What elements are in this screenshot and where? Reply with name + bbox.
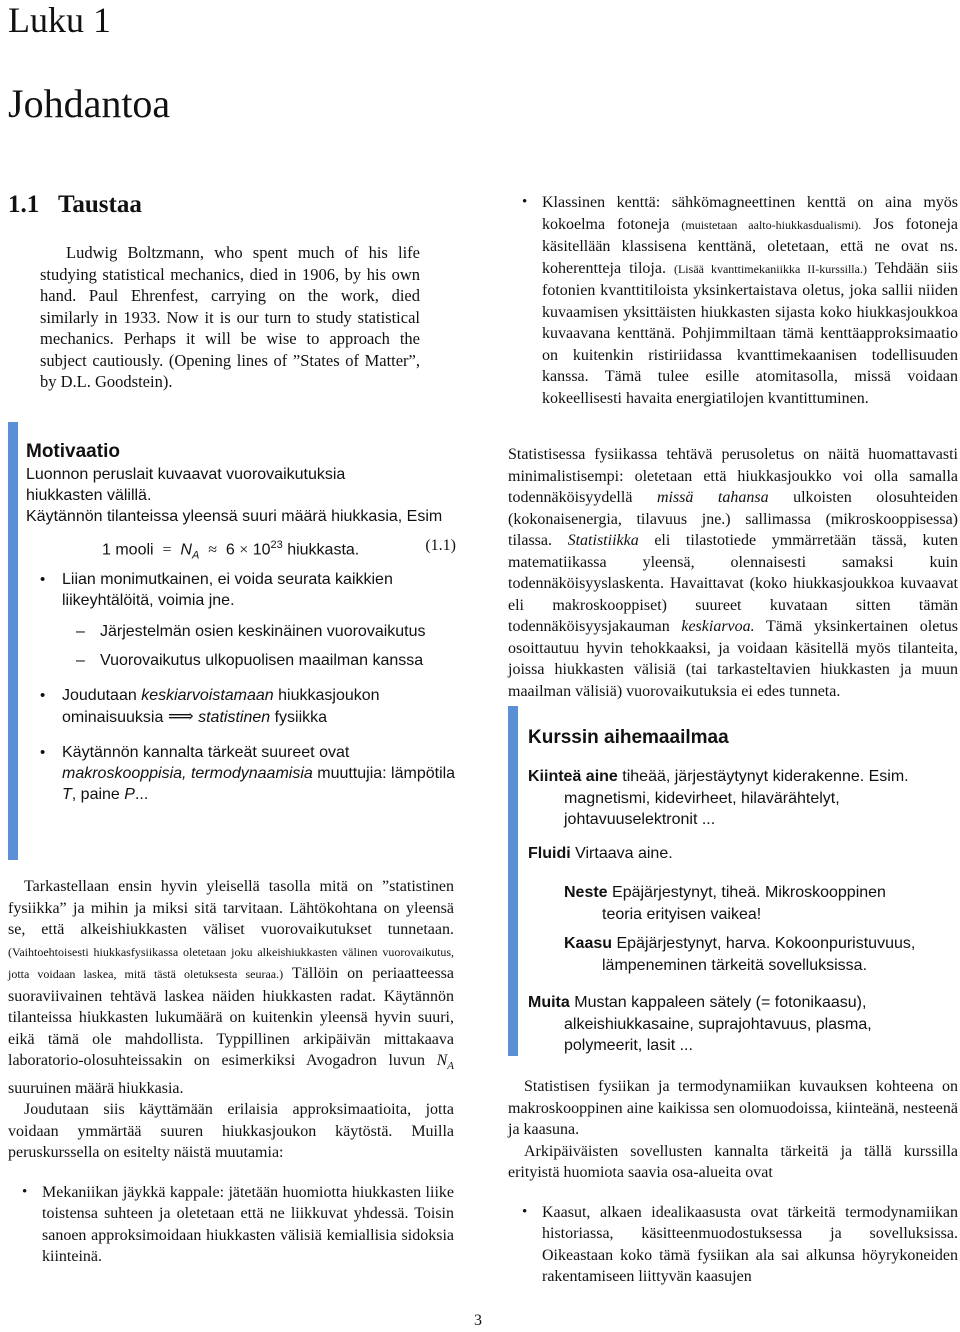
gas-text1: Epäjärjestynyt, harva. Kokoonpuristuvuus, — [616, 935, 916, 952]
b3-pre: Käytännön kannalta tärkeät suureet ovat — [62, 744, 350, 761]
rt-note2: (Lisää kvanttimekaniikka II-kurssilla.) — [673, 261, 867, 276]
implies-arrow: ⟹ — [167, 706, 194, 726]
rp-i1: missä tahansa — [656, 489, 769, 506]
chapter-title: Johdantoa — [8, 81, 171, 126]
other-label: Muita — [528, 994, 570, 1011]
left-paragraph-1 — [8, 876, 454, 1099]
eq-approx: ≈ — [208, 541, 217, 559]
b2-italic: keskiarvoistamaan — [141, 687, 274, 704]
accent-bar — [8, 422, 18, 860]
eq-six: 6 — [225, 541, 235, 559]
b2-pre: Joudutaan — [62, 687, 137, 704]
bullet-dot: • — [40, 744, 46, 761]
gas-text2: lämpeneminen tärkeitä sovelluksissa. — [602, 956, 868, 974]
b3-end: ... — [134, 786, 149, 803]
rb-bullet — [508, 1202, 958, 1288]
right-bottom — [508, 1076, 958, 1288]
bullet-text: Liian monimutkainen, ei voida seurata kaikkien liikeyhtälöitä, voimia jne. — [62, 571, 393, 609]
p1a: Tarkastellaan ensin hyvin yleisellä tasolla mitä on ”statistinen fysiikka” ja mihin ja miksi sitä tarvitaan. Lähtökohtana on yleensä se, että alkeishiukkasten väliset vuorovaikutukset tunnetaan. — [8, 878, 454, 938]
course-gas — [528, 933, 948, 976]
sub-text: Järjestelmän osien keskinäinen vuorovaikutus — [100, 623, 426, 640]
p1-N: N — [436, 1052, 448, 1069]
b3-T: T — [62, 786, 72, 803]
course-solid — [528, 766, 948, 831]
eq-N: N — [180, 541, 192, 559]
motivation-line2: Käytännön tilanteissa yleensä suuri määrä hiukkasia, Esim — [26, 508, 443, 525]
liquid-text2: teoria erityisen vaikea! — [602, 905, 762, 923]
liquid-text1: Epäjärjestynyt, tiheä. Mikroskooppinen — [612, 884, 886, 901]
course-other — [528, 992, 948, 1057]
eq-lhs: 1 mooli — [102, 541, 154, 559]
p1-sub: A — [447, 1060, 454, 1073]
solid-label: Kiinteä aine — [528, 768, 618, 785]
chapter-label: Luku 1 — [8, 0, 111, 40]
motivation-heading: Motivaatio — [26, 441, 120, 462]
rt-b: Jos fotoneja käsitellään klassisena kenttänä, oletetaan, että ne ovat ns. koherentteja tiloja. — [542, 215, 959, 277]
equation — [26, 529, 456, 562]
other-text1: Mustan kappaleen sätely (= fotonikaasu), — [574, 994, 867, 1011]
eq-number: (1.1) — [425, 537, 456, 554]
sub-text: Vuorovaikutus ulkopuolisen maailman kanssa — [100, 652, 424, 669]
bullet-dot: • — [22, 1183, 28, 1200]
eq-sub: A — [191, 549, 200, 562]
rp-b: ulkoisten olosuhteiden (kokonaisenergia, tilavuus jne.) sallimassa (mikroskooppisessa) tilassa. — [508, 489, 959, 549]
b2-mid: hiukkasjoukon ominaisuuksia — [62, 687, 380, 726]
left-body — [8, 876, 454, 1268]
p1-note: (Vaihtoehtoisesti hiukkasfysiikassa oletetaan joku alkeishiukkasten välinen vuorovaikutus, jotta voidaan laskea, mitä tästä oletuksesta seuraa.) — [8, 944, 454, 981]
rp-c: eli tilastotiede ymmärretään tässä, kuten matematiikassa yleensä, olennaisesti samaksi kuin todennäköisyyslaskenta. Havaittavat (koko hiukkasjoukkoa kuvaavat eli makroskooppiset) suureet kuvataan sitten tämän todennäköisyysjakauman — [508, 532, 958, 635]
b3-mid: , paine — [71, 786, 120, 803]
epigraph: Ludwig Boltzmann, who spent much of his life studying statistical mechanics, died in 1906, by his own hand. Paul Ehrenfest, carrying on the work, died similarly in 1933. Now it is our turn to study statistical mechanics. Perhaps it will be wise to approach the subject cautiously. (Opening lines of ”States of Matter”, by D.L. Goodstein). — [40, 243, 420, 391]
course-liquid — [528, 882, 948, 925]
b3-post: muuttujia: lämpötila — [317, 765, 456, 782]
fluid-label: Fluidi — [528, 844, 571, 862]
bullet-dot: • — [522, 194, 528, 210]
gas-label: Kaasu — [564, 935, 613, 952]
course-heading: Kurssin aihemaailmaa — [528, 727, 729, 748]
b2-post: fysiikka — [274, 709, 328, 726]
course-accent-bar — [508, 706, 518, 1056]
rp-a: Statistisessa fysiikassa tehtävä perusoletus on näitä huomattavasti minimalistisempi: oletetaan että hiukkasjoukko voi olla samalla todennäköisyydellä — [508, 446, 958, 506]
bullet-text: Mekaniikan jäykkä kappale: jätetään huomiotta hiukkasten liike toistensa suhteen ja oletetaan että ne liikkuvat yhdessä. Toisin sanoen approksimoidaan hiukkasten välisiä kemiallisia sidoksia kiinteinä. — [42, 1183, 454, 1266]
p1c: suuruinen määrä hiukkasia. — [8, 1079, 184, 1097]
b2-italic2: statistinen — [198, 709, 271, 726]
b3-italic: makroskooppisia, termodynaamisia — [62, 765, 313, 782]
motivation-bullet-3 — [26, 742, 456, 805]
left-paragraph-2: Joudutaan siis käyttämään erilaisia approksimaatioita, jotta voidaan ymmärtää suuren hiukkasjoukon käytöstä. Muilla peruskurssella on esitelty näistä muutamia: — [8, 1101, 454, 1162]
rp-i3: keskiarvoa. — [681, 618, 755, 635]
rp-d: Tämä yksinkertainen oletus osoittautuu hyvin tehokkaaksi, ja voidaan käsitellä myös tilanteita, joissa hiukkasten välisiä (tai tarkasteltavien hiukkasten ja muun maailman välisiä) vuorovaikutuksia ei edes tunneta. — [508, 618, 958, 700]
bullet-dot: • — [522, 1203, 528, 1220]
rp-i2: Statistiikka — [567, 532, 639, 549]
rt-note1: (muistetaan aalto-hiukkasdualismi). — [681, 217, 862, 232]
section-title: Taustaa — [58, 191, 142, 218]
b3-P: P — [124, 786, 135, 803]
course-box — [528, 726, 948, 1057]
motivation-bullet-2 — [26, 685, 456, 728]
other-text2: alkeishiukkasaine, suprajohtavuus, plasma, polymeerit, lasit ... — [564, 1015, 872, 1054]
eq-exp: 23 — [270, 539, 283, 551]
motivation-bullet-1 — [26, 569, 462, 611]
rt-c: Tehdään siis fotonien kvanttitiloista yksinkertaistava oletus, joka sallii niiden kuvaamisen yksittäisten hiukkasten sijasta koko hiukkasjoukkoa kuvaavana kenttänä. Pohjimmiltaan tämä kenttäapproksimaatio on kuitenkin ristiriidassa kvanttimekaanisen todellisuuden kanssa. Tämä tulee esille atomitasolla, missä voidaan kokeellisesti havaita energiatilojen kvantittuminen. — [542, 259, 959, 407]
rb-paragraph-1: Statistisen fysiikan ja termodynamiikan kuvauksen kohteena on makroskooppinen aine kaikissa sen olomuodoissa, kiinteänä, nesteenä ja kaasuna. — [508, 1078, 958, 1138]
section-number: 1.1 — [8, 191, 40, 218]
page-number: 3 — [474, 1312, 482, 1329]
course-fluid — [528, 843, 948, 865]
right-paragraph — [508, 444, 958, 702]
motivation-sub-2 — [26, 650, 480, 671]
rb-paragraph-2: Arkipäiväisten sovellusten kannalta tärkeitä ja tällä kurssilla erityistä huomiota saavia osa-alueita ovat — [508, 1142, 958, 1181]
dash: – — [76, 623, 85, 640]
fluid-text: Virtaava aine. — [575, 844, 673, 862]
bullet-dot: • — [40, 571, 46, 588]
eq-unit: hiukkasta. — [287, 541, 360, 559]
p1b: Tällöin on periaatteessa suoraviivainen tehtävä laskea näiden hiukkasten radat. Käytännön tilanteissa hiukkasten lukumäärä on kuitenkin yleensä hyvin suuri, eikä tämä ole mahdollista. Typpillinen arkipäivän mittakaava laboratorio-olosuhteissakin on esimerkiksi Avogadron luvun — [8, 965, 454, 1069]
solid-text2: magnetismi, kidevirheet, hilavärähtelyt, johtavuuselektronit ... — [564, 789, 840, 828]
eq-ten: 10 — [252, 541, 271, 559]
left-bullet — [8, 1182, 454, 1268]
dash: – — [76, 652, 85, 669]
section-heading — [8, 190, 142, 220]
liquid-label: Neste — [564, 884, 608, 901]
motivation-line1: Luonnon peruslait kuvaavat vuorovaikutuksia hiukkasten välillä. — [26, 466, 346, 504]
eq-equals: = — [162, 541, 172, 559]
rt-a: Klassinen kenttä: sähkömagneettinen kenttä on aina myös kokoelma fotoneja — [542, 194, 958, 233]
eq-times: × — [239, 541, 249, 559]
bullet-dot: • — [40, 687, 46, 704]
right-top-bullet — [508, 192, 958, 409]
motivation-sub-1 — [26, 621, 430, 642]
solid-text1: tiheää, järjestäytynyt kiderakenne. Esim. — [622, 768, 909, 785]
motivation-box — [26, 440, 456, 805]
bullet-text: Kaasut, alkaen idealikaasusta ovat tärkeitä termodynamiikan historiassa, käsitteenmuodostuksessa ja sovelluksissa. Oikeastaan koko tämä fysiikan ala sai alkunsa höyrykoneiden rakentamiseen liittyvän kaasujen — [542, 1203, 958, 1285]
